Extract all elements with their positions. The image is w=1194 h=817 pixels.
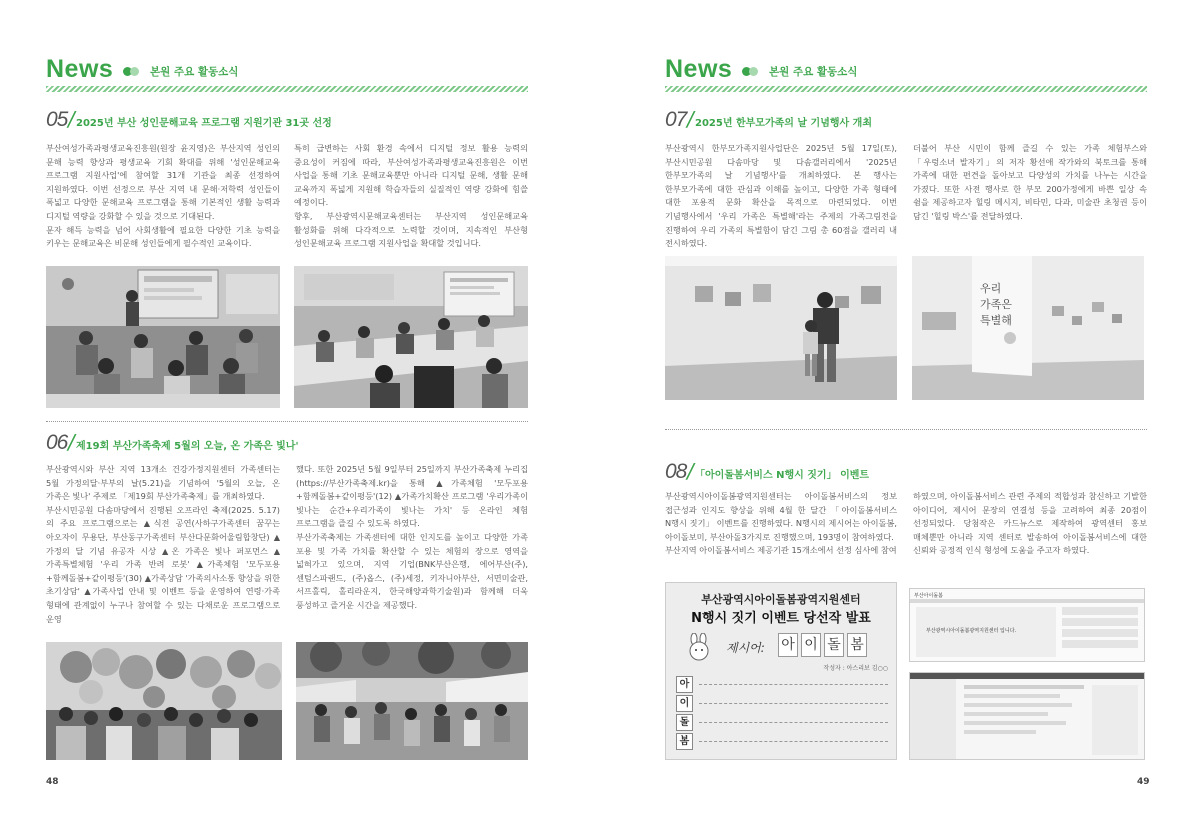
poster-headline: N행시 짓기 이벤트 당선작 발표	[691, 611, 871, 626]
handwriting-line	[699, 703, 888, 705]
photo-gallery-visitors	[665, 256, 897, 400]
poster-org: 부산광역시아이돌봄광역지원센터	[701, 593, 861, 606]
section-07-col-2	[913, 142, 1147, 224]
poster-prompt-label: 제시어:	[726, 641, 765, 655]
header-subtitle: 본원 주요 활동소식	[769, 66, 858, 78]
right-page	[597, 0, 1194, 817]
section-divider	[665, 429, 1147, 430]
paragraph: 부산광역시와 부산 지역 13개소 건강가정지원센터 가족센터는 5월 가정의달·부부의 날(5.21)을 기념하여 '5월의 오늘, 온 가족은 빛나' 주제로 「제19회 부산가족축제」를 개최하였다.	[46, 464, 280, 502]
sign-line-2: 가족은	[980, 298, 1012, 311]
section-05-title	[46, 108, 526, 132]
section-06-col-2	[296, 463, 528, 613]
page-number-right: 49	[1137, 777, 1150, 787]
section-heading: 「아이돌봄서비스 N행시 짓기」 이벤트	[695, 470, 870, 481]
slash-icon: /	[68, 430, 75, 454]
slash-icon: /	[68, 107, 75, 131]
section-08-col-2	[913, 490, 1147, 558]
section-number: 05	[46, 108, 68, 131]
slash-icon: /	[687, 459, 694, 483]
right-header	[665, 55, 1147, 95]
paragraph: 부산가족축제는 가족센터에 대한 인지도를 높이고 다양한 가족 포용 및 가족 가치를 확산할 수 있는 체험의 장으로 영역을 넓혀가고 있으며, 지역 기업(BNK부산은행, 에어부산(주), 센텀스파랜드, (주)옵스, (주)세정, 키자니아부산, 서면미술관, 서프홀릭, 홀리라운지, 한국해양과학기술원)과 함께해 더욱 풍성하고 즐거운 시간을 제공했다.	[296, 531, 528, 610]
news-logo: News	[46, 55, 114, 83]
line-syllable: 아	[676, 676, 693, 693]
site2-content	[964, 685, 1084, 755]
website-screenshot-2	[909, 672, 1145, 760]
section-05-col-1	[46, 142, 280, 251]
section-divider	[46, 421, 528, 422]
section-heading: 2025년 한부모가족의 날 기념행사 개최	[695, 118, 872, 129]
header-dots-icon	[742, 67, 762, 77]
paragraph: 향후, 부산광역시문해교육센터는 부산지역 성인문해교육 활성화를 위해 다각적으로 노력할 것이며, 지속적인 부산형 성인문해교육 프로그램 지원사업을 확대할 것입니다.	[294, 210, 528, 249]
site2-line	[964, 694, 1060, 698]
sign-line-1: 우리	[980, 282, 1002, 295]
paragraph: 부산시민공원 다솜마당에서 진행된 오프라인 축제(2025. 5.17)의 주요 프로그램으로는 ▲식전 공연(사하구가족센터 꿈꾸는 아오자이 무용단, 부산동구가족센터 부산다문화어울림합창단) ▲가정의 달 기념 유공자 시상 ▲온 가족은 빛나 퍼포먼스 ▲가족특별체험 '우리 가족 반려 로봇' ▲가족체험 '모두포용+함께돌봄+같이평등'(30) ▲가족상담 '가족의사소통 향상을 위한 초기상담' ▲가족사업 안내 및 이벤트 등을 운영하여 연령·가족 형태에 관계없이 누구나 참여할 수 있는 다채로운 프로그램으로 운영	[46, 504, 280, 624]
section-06-title	[46, 431, 526, 455]
section-07-col-1	[665, 142, 897, 251]
section-heading: 2025년 부산 성인문해교육 프로그램 지원기관 31곳 선정	[76, 118, 332, 129]
site2-line	[964, 721, 1066, 725]
site2-sidebar	[910, 679, 956, 759]
sign-line-3: 특별해	[980, 314, 1012, 327]
paragraph: 부산광역시아이돌봄광역지원센터는 아이돌봄서비스의 정보 접근성과 인지도 향상을 위해 4월 한 달간 「아이돌봄서비스 N행시 짓기」 이벤트를 진행하였다. N행시의 제시어는 아이돌봄, 아이돌보미, 부산아돌3가지로 진행했으며, 193명이 참여하였다.	[665, 491, 897, 542]
prompt-syllable: 돌	[824, 633, 844, 657]
paragraph: 하였으며, 아이돌봄서비스 관련 주제의 적합성과 참신하고 기발한 아이디어, 제시어 문장의 연결성 등을 고려하여 최종 20점이 선정되었다. 당첨작은 카드뉴스로 제작하여 광역센터 홍보 매체뿐만 아니라 지역 센터로 발송하여 아이돌봄서비스에 대한 신뢰와 공정적 인식 형성에 도움을 주고자 하였다.	[913, 491, 1147, 556]
section-08-title	[665, 460, 1145, 484]
section-number: 08	[665, 460, 687, 483]
poster-prompt-word	[778, 633, 867, 657]
paragraph: 특히 급변하는 사회 환경 속에서 디지털 정보 활용 능력의 중요성이 커짐에 따라, 부산여성가족과평생교육진흥원은 이번 사업을 통해 기초 문해교육뿐만 아니라 디지털 문해, 생활 문해 교육까지 폭넓게 지원해 학습자들의 실질적인 역량 강화에 힘쓸 예정이다.	[294, 143, 528, 208]
site2-line	[964, 712, 1048, 716]
site-banner	[916, 607, 1056, 657]
site-nav	[910, 599, 1144, 603]
section-number: 06	[46, 431, 68, 454]
poster-lines	[676, 675, 888, 751]
paragraph: 부산여성가족과평생교육진흥원(원장 윤지영)은 부산지역 성인의 문해 능력 향상과 평생교육 기회 확대를 위해 '성인문해교육 프로그램 지원사업'에 참여할 31개 기관을 최종 선정하여 지원하였다. 이번 선정으로 부산 지역 내 문해·저학력 성인들이 폭넓고 다양한 문해교육 프로그램을 통해 기본적인 생활 능력과 디지털 역량을 강화할 수 있을 것으로 기대된다.	[46, 143, 280, 221]
nhaengsi-poster	[665, 582, 897, 760]
line-syllable: 봄	[676, 733, 693, 750]
section-05-col-2	[294, 142, 528, 251]
paragraph: 더불어 부산 시민이 함께 즐길 수 있는 가족 체험부스와 「우렁소녀 발자기」의 저자 황선애 작가와의 북토크를 통해 가족에 대한 편견을 돌아보고 다양성의 가치를 나누는 시간을 가졌다. 또한 사전 행사로 한 부모 200가정에게 바쁜 일상 속 쉼을 제공하고자 힐링 메시지, 비타민, 다과, 미술관 초청권 등이 담긴 '힐링 박스'를 전달하였다.	[913, 143, 1147, 221]
site2-panel	[1092, 685, 1138, 755]
poster-date: 작성자 : 아스리보 김○○	[823, 665, 888, 672]
line-syllable: 이	[676, 695, 693, 712]
slash-icon: /	[687, 107, 694, 131]
paragraph: 부산지역 아이돌봄서비스 제공기관 15개소에서 선정 심사에 참여	[665, 545, 897, 556]
site-side-item	[1062, 640, 1138, 648]
paragraph: 했다. 또한 2025년 5월 9일부터 25일까지 부산가족축제 누리집(https://부산가족축제.kr)을 통해 ▲가족체험 '모두포용+함께돌봄+같이평등'(12) ▲가족가치확산 프로그램 '우리가족이 빛나는 순간+우리가족이 빛나는 가치' 등 온라인 체험 프로그램을 즐길 수 있도록 하였다.	[296, 464, 528, 529]
header-stripe	[46, 86, 528, 92]
section-heading: 제19회 부산가족축제 5월의 오늘, 온 가족은 빛나'	[76, 441, 299, 452]
photo-festival-balloons	[46, 642, 282, 760]
handwriting-line	[699, 684, 888, 686]
poster-line	[676, 694, 888, 713]
poster-line	[676, 732, 888, 751]
prompt-syllable: 봄	[847, 633, 867, 657]
header-dots-icon	[123, 67, 143, 77]
site-side-item	[1062, 618, 1138, 626]
paragraph: 문자 해득 능력을 넘어 사회생활에 필요한 다양한 기초 능력을 키우는 문해교육은 비문해 성인들에게 필수적인 교육이다.	[46, 224, 280, 249]
site2-line	[964, 703, 1072, 707]
page-number-left: 48	[46, 777, 59, 787]
poster-line	[676, 675, 888, 694]
rabbit-icon	[684, 633, 714, 661]
site-side-item	[1062, 629, 1138, 637]
header-stripe	[665, 86, 1147, 92]
site2-line	[964, 685, 1084, 689]
prompt-syllable: 아	[778, 633, 798, 657]
photo-conference-room	[294, 266, 528, 408]
left-header	[46, 55, 528, 95]
site2-line	[964, 730, 1036, 734]
section-07-title	[665, 108, 1145, 132]
photo-literacy-class	[46, 266, 280, 408]
photo-festival-booths	[296, 642, 528, 760]
news-logo: News	[665, 55, 733, 83]
section-06-col-1	[46, 463, 280, 626]
site-side-list	[1062, 607, 1138, 657]
header-subtitle: 본원 주요 활동소식	[150, 66, 239, 78]
handwriting-line	[699, 741, 888, 743]
section-number: 07	[665, 108, 687, 131]
section-08-col-1	[665, 490, 897, 558]
website-screenshot-1	[909, 588, 1145, 662]
handwriting-line	[699, 722, 888, 724]
site-banner-text: 부산광역시아이돌봄광역지원센터 입니다.	[926, 628, 1017, 634]
paragraph: 부산광역시 한부모가족지원사업단은 2025년 5월 17일(토), 부산시민공원 다솜마당 및 다솜갤러리에서 '2025년 한부모가족의 날 기념행사'를 개최하였다. 본 행사는 한부모가족에 대한 관심과 이해를 높이고, 다양한 가족 형태에 대한 포용적 문화 확산을 목적으로 마련되었다. 이번 기념행사에서 '우리 가족은 특별해'라는 주제의 가족그림전을 진행하여 우리 가족의 특별함이 담긴 그림 총 60점을 갤러리 내 전시하였다.	[665, 143, 897, 249]
poster-line	[676, 713, 888, 732]
site-logo: 부산아이돌봄	[914, 593, 943, 599]
photo-exhibit-sign	[912, 256, 1144, 400]
site-side-item	[1062, 607, 1138, 615]
prompt-syllable: 이	[801, 633, 821, 657]
line-syllable: 돌	[676, 714, 693, 731]
